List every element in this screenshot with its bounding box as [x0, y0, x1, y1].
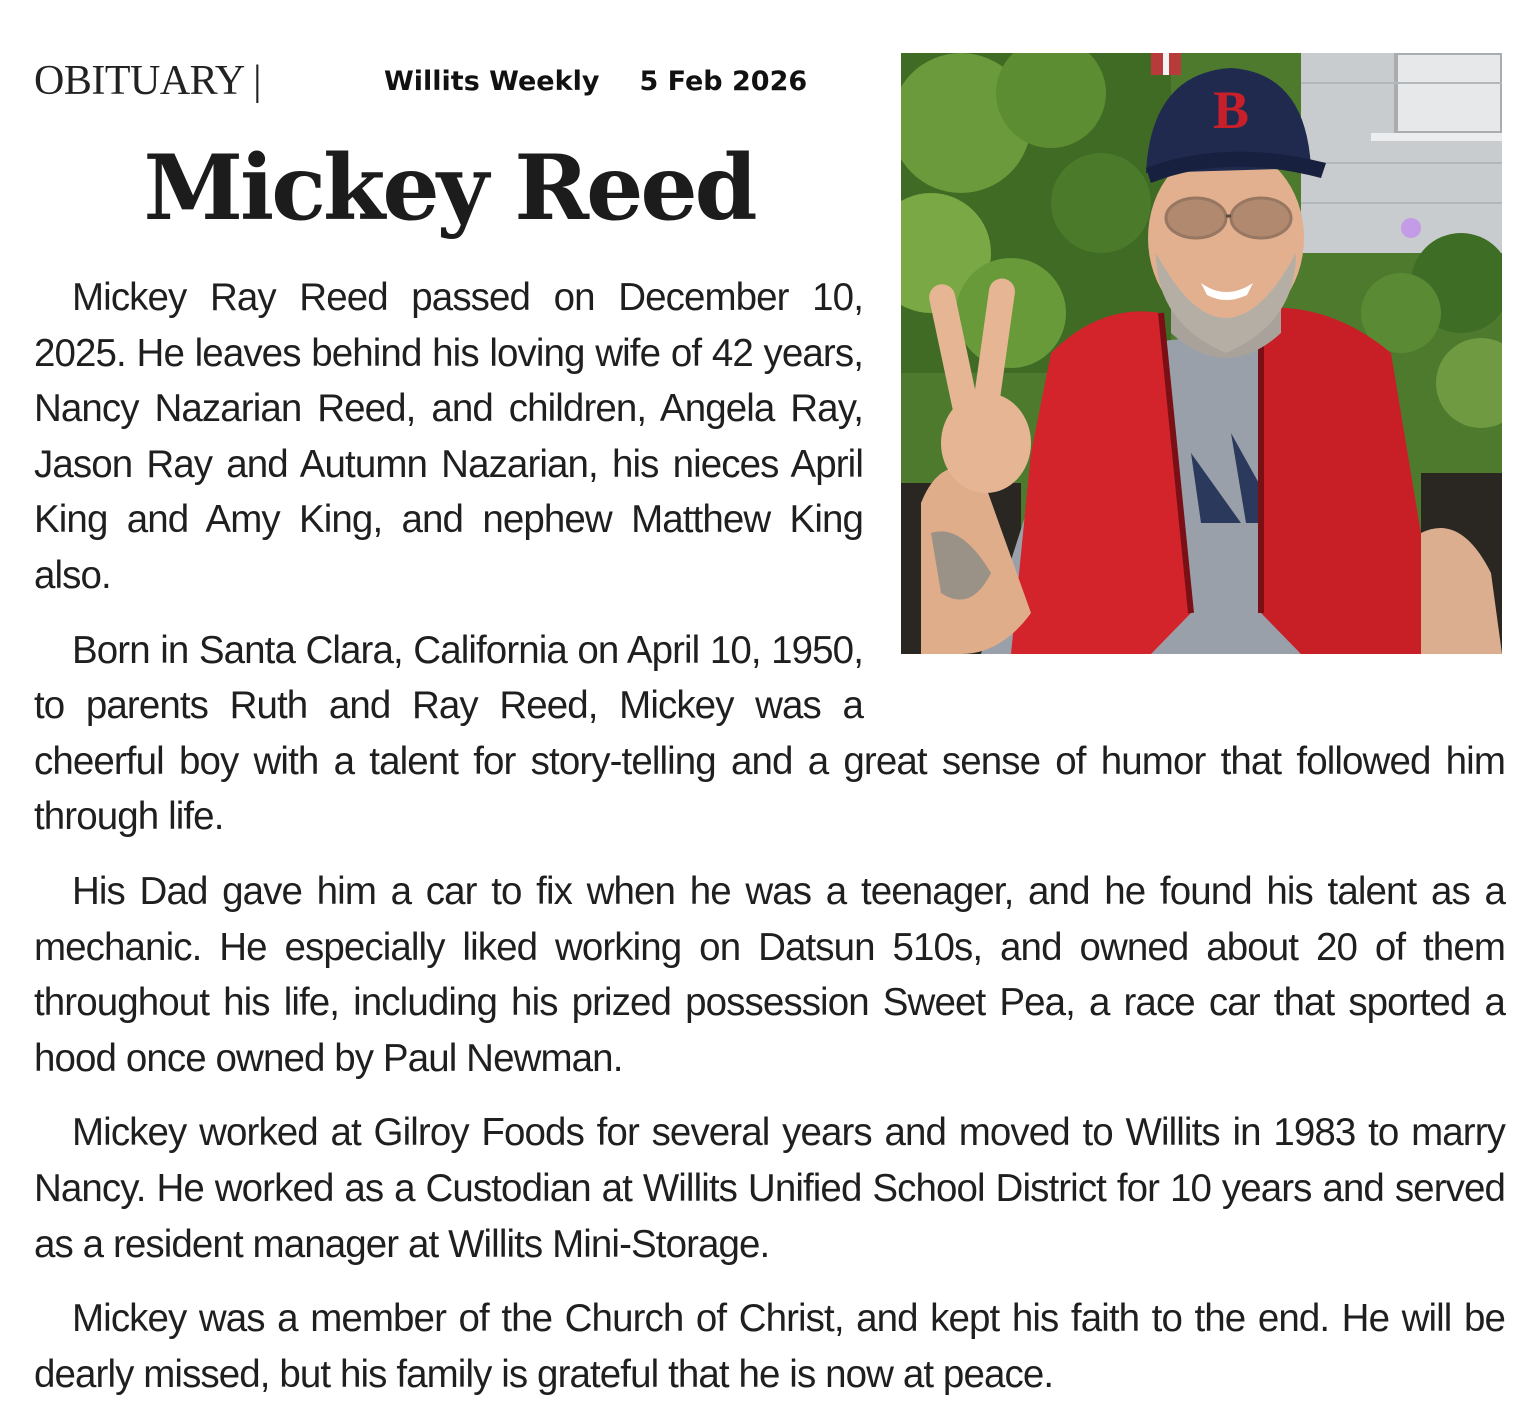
cap-logo: B: [1212, 80, 1250, 140]
paragraph-5: Mickey was a member of the Church of Christ, and kept his faith to the end. He will be dearly missed, but his family is grateful that he is now at peace.: [34, 1297, 1505, 1396]
obituary-body: [34, 270, 1505, 1421]
publication-date: 5 Feb 2026: [639, 66, 808, 97]
paragraph-3: His Dad gave him a car to fix when he was a teenager, and he found his talent as a mechanic. He especially liked working on Datsun 510s, and owned about 20 of them throughout his life, including his prized possession Sweet Pea, a race car that sported a hood once owned by Paul Newman.: [34, 869, 1505, 1080]
masthead: [384, 62, 807, 102]
obituary-title: Mickey Reed: [143, 135, 755, 241]
photo-spacer: [863, 270, 1505, 720]
paragraph-4: Mickey worked at Gilroy Foods for several years and moved to Willits in 1983 to marry Nancy. He worked as a Custodian at Willits Unified School District for 10 years and served as a resident manager at Willits Mini-Storage.: [34, 1111, 1505, 1266]
section-label: OBITUARY |: [34, 58, 262, 104]
paragraph-1: Mickey Ray Reed passed on December 10, 2025. He leaves behind his loving wife of 42 years, Nancy Nazarian Reed, and children, Angela Ray, Jason Ray and Autumn Nazarian, his nieces April King and Amy King, and nephew Matthew King also.: [34, 276, 863, 597]
publication-name: Willits Weekly: [384, 66, 600, 97]
paragraph-2: Born in Santa Clara, California on April 10, 1950, to parents Ruth and Ray Reed, Mickey was a cheerful boy with a talent for story-telling and a great sense of humor that followed him through life.: [34, 628, 1505, 839]
